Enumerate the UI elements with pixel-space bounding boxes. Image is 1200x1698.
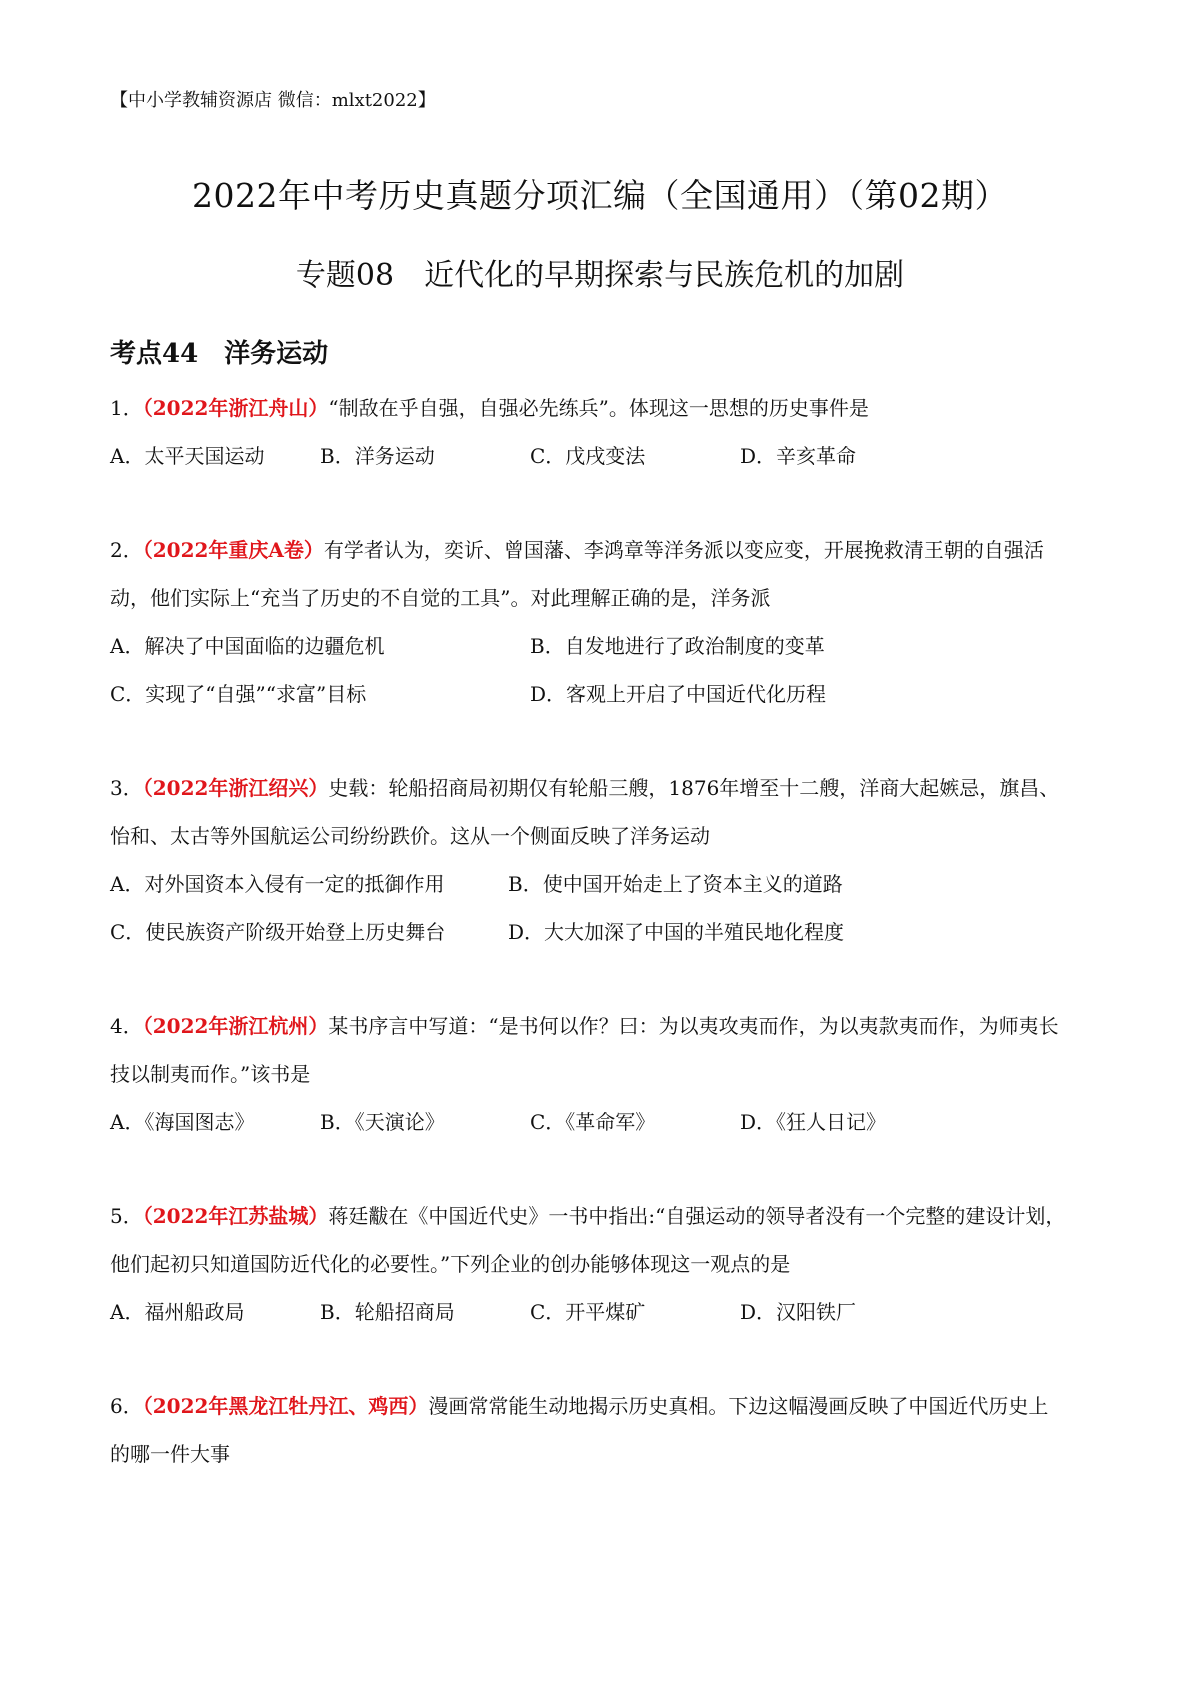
question-stem (110, 384, 1100, 432)
question-stem (110, 1002, 1100, 1050)
question-number: 3． (110, 776, 143, 800)
question-number: 6． (110, 1394, 143, 1418)
options-row (110, 670, 1100, 718)
option-b: B．轮船招商局 (320, 1300, 455, 1324)
option-c: C．开平煤矿 (530, 1300, 646, 1324)
document-title: 2022年中考历史真题分项汇编（全国通用）（第02期） (192, 176, 1008, 215)
question-text: 史载：轮船招商局初期仅有轮船三艘，1876年增至十二艘，洋商大起嫉忌，旗昌、 (328, 776, 1060, 800)
question-5 (110, 1192, 1100, 1336)
option-d: D．辛亥革命 (740, 444, 857, 468)
options-row (110, 1288, 1100, 1336)
option-c: C．《革命军》 (530, 1110, 656, 1134)
option-d: D．客观上开启了中国近代化历程 (530, 682, 827, 706)
option-b: B．自发地进行了政治制度的变革 (530, 634, 825, 658)
question-stem (110, 764, 1100, 812)
question-number: 4． (110, 1014, 143, 1038)
option-a: A．解决了中国面临的边疆危机 (110, 634, 385, 658)
options-row (110, 622, 1100, 670)
question-source: （2022年黑龙江牡丹江、鸡西） (142, 1394, 429, 1418)
question-text-line-2: 动，他们实际上“充当了历史的不自觉的工具”。对此理解正确的是，洋务派 (110, 586, 771, 610)
question-source: （2022年重庆A卷） (142, 538, 324, 562)
question-text: 蒋廷黻在《中国近代史》一书中指出:“自强运动的领导者没有一个完整的建设计划， (328, 1204, 1066, 1228)
option-d: D．大大加深了中国的半殖民地化程度 (508, 920, 845, 944)
document-subtitle: 专题08 近代化的早期探索与民族危机的加剧 (295, 258, 905, 293)
question-text: 漫画常常能生动地揭示历史真相。下边这幅漫画反映了中国近代历史上 (428, 1394, 1049, 1418)
question-stem (110, 1192, 1100, 1240)
option-c: C．实现了“自强”“求富”目标 (110, 682, 367, 706)
options-row (110, 432, 1100, 480)
options-row (110, 1098, 1100, 1146)
question-source: （2022年浙江绍兴） (142, 776, 329, 800)
option-a: A．对外国资本入侵有一定的抵御作用 (110, 872, 445, 896)
option-b: B．《天演论》 (320, 1110, 445, 1134)
question-text-line-2: 的哪一件大事 (110, 1442, 230, 1466)
question-number: 2． (110, 538, 143, 562)
options-row (110, 908, 1100, 956)
question-number: 1． (110, 396, 143, 420)
question-2 (110, 526, 1100, 718)
option-b: B．洋务运动 (320, 444, 435, 468)
question-text-line-2: 他们起初只知道国防近代化的必要性。”下列企业的创办能够体现这一观点的是 (110, 1252, 791, 1276)
question-3 (110, 764, 1100, 956)
option-c: C．使民族资产阶级开始登上历史舞台 (110, 920, 446, 944)
option-d: D．《狂人日记》 (740, 1110, 887, 1134)
question-6 (110, 1382, 1100, 1478)
option-c: C．戊戌变法 (530, 444, 646, 468)
question-number: 5． (110, 1204, 143, 1228)
question-text-line-2: 怡和、太古等外国航运公司纷纷跌价。这从一个侧面反映了洋务运动 (110, 824, 710, 848)
question-source: （2022年江苏盐城） (142, 1204, 329, 1228)
option-d: D．汉阳铁厂 (740, 1300, 857, 1324)
option-a: A．《海国图志》 (110, 1110, 255, 1134)
option-a: A．福州船政局 (110, 1300, 245, 1324)
options-row (110, 860, 1100, 908)
question-text-line-2: 技以制夷而作。”该书是 (110, 1062, 311, 1086)
question-text: 有学者认为，奕䜣、曾国藩、李鸿章等洋务派以变应变，开展挽救清王朝的自强活 (323, 538, 1044, 562)
option-b: B．使中国开始走上了资本主义的道路 (508, 872, 843, 896)
question-stem (110, 526, 1100, 574)
question-source: （2022年浙江杭州） (142, 1014, 329, 1038)
question-stem (110, 1382, 1100, 1430)
question-source: （2022年浙江舟山） (142, 396, 329, 420)
question-4 (110, 1002, 1100, 1146)
question-1 (110, 384, 1100, 480)
question-text: “制敌在乎自强，自强必先练兵”。体现这一思想的历史事件是 (328, 396, 869, 420)
question-text: 某书序言中写道：“是书何以作？曰：为以夷攻夷而作，为以夷款夷而作，为师夷长 (328, 1014, 1059, 1038)
section-heading: 考点44 洋务运动 (110, 339, 329, 369)
page-header: 【中小学教辅资源店 微信：mlxt2022】 (110, 90, 436, 111)
option-a: A．太平天国运动 (110, 444, 265, 468)
